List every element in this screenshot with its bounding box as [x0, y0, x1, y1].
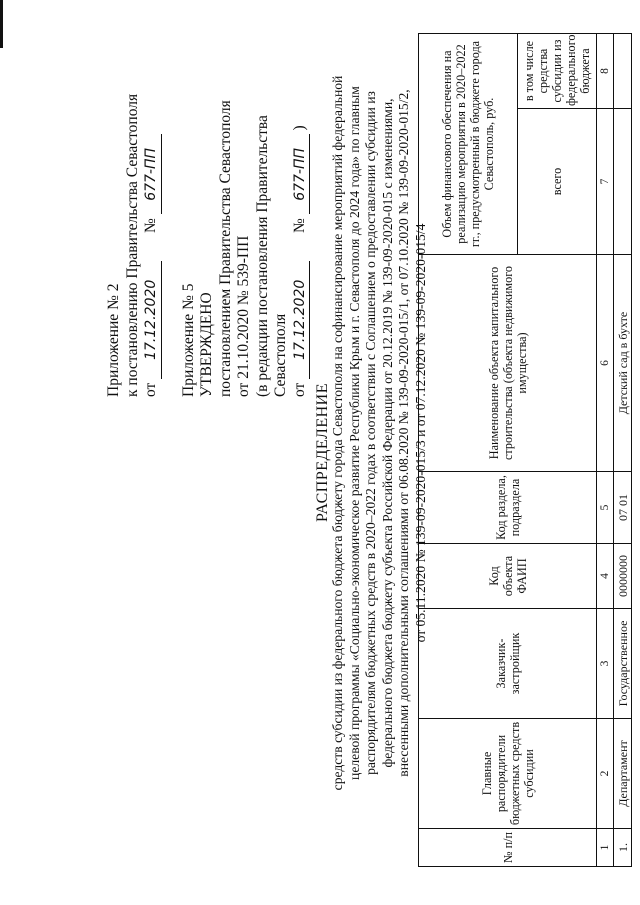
approved-date: от 21.10.2020 № 539-ПП [235, 235, 252, 397]
header-funding: Объем финансового обеспечения на реализацию мероприятия в 2020–2022 гг., предусмотренный в бюджете города Севастополь, руб. [419, 34, 518, 255]
appendix-2-title: Приложение № 2 [105, 283, 122, 397]
row-faip: 0000000 [614, 544, 632, 609]
header-num: № п/п [419, 829, 597, 867]
row-distributor: Департамент [614, 719, 632, 829]
distribution-table [418, 33, 632, 867]
description-line: федерального бюджета бюджету субъекта Российской Федерации от 20.12.2019 № 139-09-2020-015 с изменениями, [379, 98, 395, 768]
row-num: 1. [614, 829, 632, 867]
description-line: средств субсидии из федерального бюджета бюджету города Севастополя на софинансирование мероприятий федеральной [330, 75, 345, 791]
column-number: 4 [597, 544, 614, 609]
document-title: РАСПРЕДЕЛЕНИЕ [314, 383, 331, 522]
table-header-row [419, 34, 518, 867]
column-number: 3 [597, 609, 614, 719]
edition-line-1: (в редакции постановления Правительства [253, 115, 271, 397]
appendix-5-date-line: от 17.12.2020 № 677-ПП ) [291, 7, 311, 397]
header-total: всего [518, 109, 597, 255]
appendix-2-date: 17.12.2020 [142, 261, 162, 379]
approved-label: УТВЕРЖДЕНО [198, 292, 215, 397]
column-number: 8 [597, 34, 614, 109]
header-object: Наименование объекта капитального строительства (объекта недвижимого имущества) [419, 255, 597, 472]
approved-by: постановлением Правительства Севастополя [216, 100, 234, 397]
row-total [614, 109, 632, 255]
appendix-5-title: Приложение № 5 [179, 283, 197, 397]
column-number: 5 [597, 472, 614, 544]
header-distributors: Главные распорядители бюджетных средств субсидии [419, 719, 597, 829]
document-description [330, 43, 430, 823]
column-number: 7 [597, 109, 614, 255]
table-row [614, 34, 632, 867]
column-number: 1 [597, 829, 614, 867]
description-line: от 05.11.2020 № 139-09-2020-015/3 и от 07.12.2020 № 139-09-2020-015/4 [412, 223, 428, 643]
row-customer: Государственное [614, 609, 632, 719]
appendix-2-date-line: от 17.12.2020 № 677-ПП [142, 7, 162, 397]
header-federal: в том числе средства субсидии из федерального бюджета [518, 34, 597, 109]
description-line: внесенными дополнительными соглашениями от 06.08.2020 № 139-09-2020-015/1, от 07.10.2020 № 139-09-2020-015/2, [396, 89, 412, 777]
header-customer: Заказчик-застройщик [419, 609, 597, 719]
appendix-5-date: 17.12.2020 [291, 261, 311, 379]
column-number: 6 [597, 255, 614, 472]
header-block [105, 7, 310, 397]
appendix-5-number: 677-ПП [291, 134, 311, 214]
edition-line-2: Севастополя [272, 313, 289, 397]
column-number-row [597, 34, 614, 867]
description-line: целевой программы «Социально-экономическое развитие Республики Крым и г. Севастополя до 2024 года» по главным [346, 86, 362, 780]
appendix-2-number: 677-ПП [142, 134, 162, 214]
header-section: Код раздела, подраздела [419, 472, 597, 544]
appendix-2-line: к постановлению Правительства Севастополя [123, 93, 141, 397]
description-line: распорядителям бюджетных средств в 2020–2022 годах в соответствии с Соглашением о предоставлении субсидии из [363, 91, 379, 775]
column-number: 2 [597, 719, 614, 829]
row-object: Детский сад в бухте [614, 255, 632, 472]
row-section: 07 01 [614, 472, 632, 544]
header-faip: Код объекта ФАИП [419, 544, 597, 609]
row-federal [614, 34, 632, 109]
